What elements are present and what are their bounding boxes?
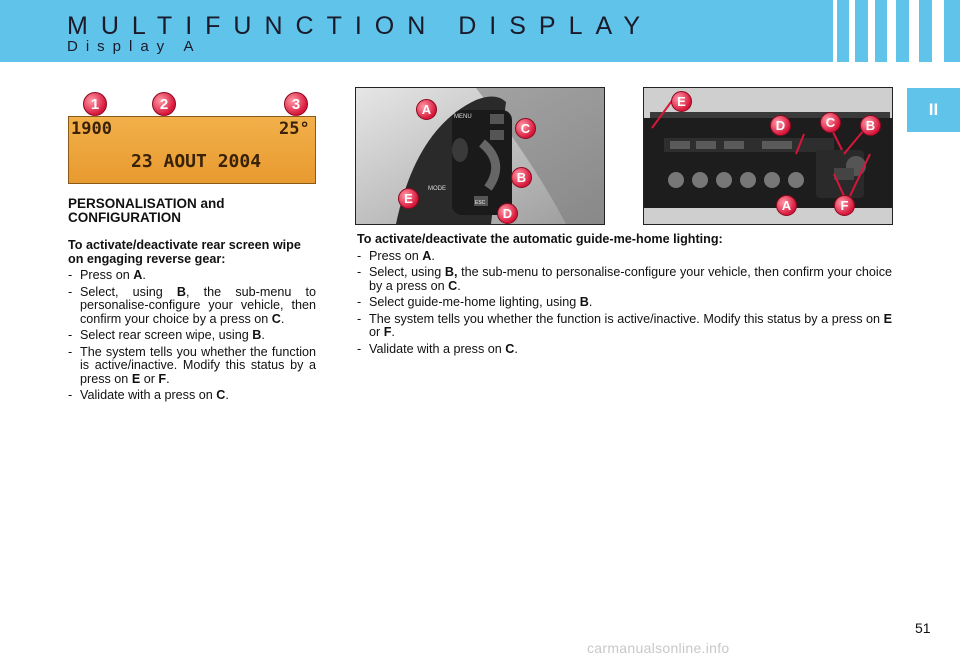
lcd-date: 23 AOUT 2004 — [131, 151, 262, 172]
photo2-label-b: B — [860, 115, 881, 136]
esc-label: ESC — [475, 200, 486, 206]
page-title: MULTIFUNCTION DISPLAY — [67, 12, 653, 40]
lcd-time: 1900 — [71, 119, 112, 139]
right-steps — [357, 250, 892, 357]
steering-controls-photo — [355, 87, 605, 225]
callout-2: 2 — [152, 92, 176, 116]
photo2-label-c: C — [820, 112, 841, 133]
list-item: - Select rear screen wipe, using B. — [68, 329, 316, 343]
photo1-label-c: C — [515, 118, 536, 139]
lcd-figure — [68, 88, 316, 186]
photo2-label-d: D — [770, 115, 791, 136]
list-item: - Select, using B, the sub-menu to personalise-configure your vehicle, then confirm your choice by a press on C. — [357, 266, 892, 293]
header-band — [0, 0, 960, 62]
watermark: carmanualsonline.info — [587, 640, 730, 656]
callout-1: 1 — [83, 92, 107, 116]
right-subhead: To activate/deactivate the automatic guide-me-home lighting: — [357, 232, 723, 246]
photo1-label-b: B — [511, 167, 532, 188]
list-item: - The system tells you whether the function is active/inactive. Modify this status by a press on E or F. — [68, 346, 316, 387]
header-stripes — [825, 0, 960, 62]
left-subhead: To activate/deactivate rear screen wipe on engaging reverse gear: — [68, 238, 301, 266]
page-subtitle: Display A — [67, 38, 202, 55]
list-item: - Press on A. — [68, 269, 316, 283]
photo1-label-a: A — [416, 99, 437, 120]
photo1-label-e: E — [398, 188, 419, 209]
lcd-screen — [68, 116, 316, 184]
right-column — [357, 233, 892, 359]
list-item: - Select, using B, the sub-menu to personalise-configure your vehicle, then confirm your choice by a press on C. — [68, 286, 316, 327]
page-number: 51 — [915, 620, 931, 636]
list-item: - The system tells you whether the function is active/inactive. Modify this status by a press on E or F. — [357, 313, 892, 340]
photo2-label-e: E — [671, 91, 692, 112]
list-item: - Validate with a press on C. — [357, 343, 892, 357]
steering-controls-illustration — [356, 88, 604, 224]
menu-label: MENU — [454, 114, 472, 120]
left-column — [68, 197, 316, 406]
section-heading: PERSONALISATION and CONFIGURATION — [68, 196, 225, 225]
photo2-label-a: A — [776, 195, 797, 216]
lcd-temperature: 25° — [279, 119, 310, 139]
list-item: - Validate with a press on C. — [68, 389, 316, 403]
photo2-label-f: F — [834, 195, 855, 216]
left-steps — [68, 269, 316, 403]
list-item: - Select guide-me-home lighting, using B. — [357, 296, 892, 310]
photo1-label-d: D — [497, 203, 518, 224]
chapter-tab[interactable]: II — [907, 88, 960, 132]
callout-3: 3 — [284, 92, 308, 116]
list-item: - Press on A. — [357, 250, 892, 264]
radio-unit-photo — [643, 87, 893, 225]
mode-label: MODE — [428, 186, 446, 192]
